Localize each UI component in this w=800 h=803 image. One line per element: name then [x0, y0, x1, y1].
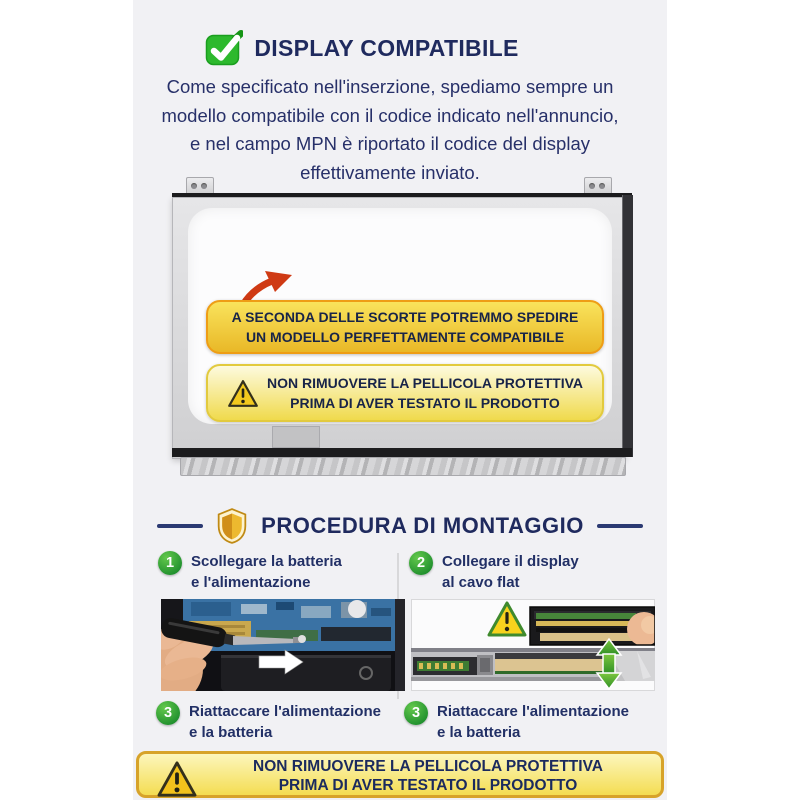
- step-text: e la batteria: [189, 724, 273, 741]
- procedure-title: PROCEDURA DI MONTAGGIO: [261, 513, 584, 538]
- sticker-line: NON RIMUOVERE LA PELLICOLA PROTETTIVA: [266, 375, 584, 391]
- step-number-badge: 2: [409, 551, 433, 575]
- warning-icon: [227, 379, 259, 408]
- step-3-left: [156, 701, 381, 743]
- step-text: al cavo flat: [442, 574, 520, 591]
- step-number-badge: 3: [404, 701, 428, 725]
- intro-line: modello compatibile con il codice indicato nell'annuncio,: [161, 104, 619, 126]
- step-text: Scollegare la batteria: [191, 553, 342, 570]
- intro-line: effettivamente inviato.: [300, 161, 480, 183]
- banner-line: PRIMA DI AVER TESTATO IL PRODOTTO: [278, 777, 578, 794]
- step-text: Collegare il display: [442, 553, 579, 570]
- panel-bottom-edge: [172, 448, 632, 457]
- intro-line: Come specificato nell'inserzione, spediamo sempre un: [166, 76, 614, 97]
- photo-connect-flat-cable: [411, 599, 655, 691]
- lcd-panel-photo: [172, 180, 632, 474]
- page-title: DISPLAY COMPATIBILE: [254, 34, 519, 61]
- warning-icon: [155, 760, 199, 803]
- intro-line: e nel campo MPN è riportato il codice del display: [190, 133, 590, 154]
- step-text: Riattaccare l'alimentazione: [189, 703, 381, 720]
- film-warning-sticker: [206, 364, 604, 422]
- shield-icon: [216, 507, 248, 545]
- stock-warning-sticker: [206, 300, 604, 354]
- sticker-line: UN MODELLO PERFETTAMENTE COMPATIBILE: [245, 329, 565, 345]
- heading-rule-right: [597, 524, 643, 528]
- panel-foil-strip: [180, 457, 626, 476]
- header: [95, 28, 629, 68]
- banner-line: NON RIMUOVERE LA PELLICOLA PROTETTIVA: [253, 758, 603, 775]
- check-icon: [205, 30, 243, 66]
- step-number-badge: 3: [156, 701, 180, 725]
- intro-paragraph: [123, 73, 657, 187]
- step-text: Riattaccare l'alimentazione: [437, 703, 629, 720]
- footer-warning-banner: [136, 751, 664, 798]
- panel-right-edge: [622, 195, 633, 457]
- step-3-right: [404, 701, 629, 743]
- step-number-badge: 1: [158, 551, 182, 575]
- heading-rule-left: [157, 524, 203, 528]
- panel-connector-tab: [272, 426, 320, 448]
- step-text: e la batteria: [437, 724, 521, 741]
- sticker-line: PRIMA DI AVER TESTATO IL PRODOTTO: [290, 395, 560, 411]
- step-2: [409, 551, 579, 593]
- step-1: [158, 551, 342, 593]
- photo-disconnect-battery: [161, 599, 405, 691]
- sticker-line: A SECONDA DELLE SCORTE POTREMMO SPEDIRE: [231, 309, 579, 325]
- step-text: e l'alimentazione: [191, 574, 311, 591]
- procedure-heading: [133, 504, 667, 548]
